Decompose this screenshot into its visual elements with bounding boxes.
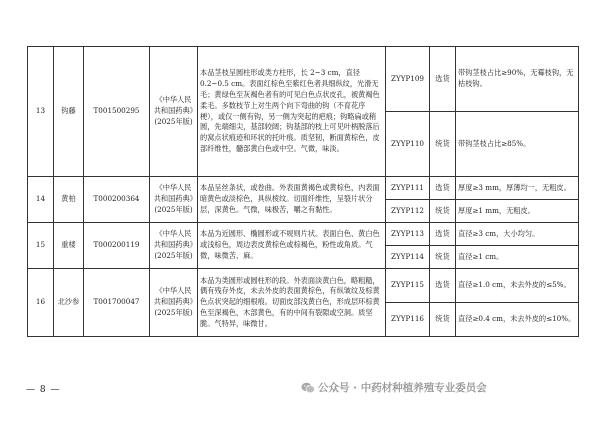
quality-standard: 《中华人民共和国药典》(2025年版) [150,47,198,177]
spec-code: ZYYP114 [386,246,430,269]
herb-name: 重楼 [54,223,84,269]
spec-requirement: 直径≥3 cm，大小均匀。 [456,223,579,246]
spec-grade: 统货 [430,246,456,269]
table-row [28,223,579,246]
table-row [28,177,579,200]
herb-code: T000200119 [84,223,150,269]
spec-code: ZYYP113 [386,223,430,246]
watermark [301,380,487,395]
spec-code: ZYYP109 [386,47,430,112]
herb-description: 本品呈丝条状，或卷曲。外表面黄褐色或黄棕色，内表面暗黄色或淡棕色，具纵棱纹。切面纤维性，呈裂片状分层，深黄色。气微，味极苦，嚼之有黏性。 [198,177,386,223]
herb-name: 黄柏 [54,177,84,223]
quality-standard: 《中华人民共和国药典》(2025年版) [150,177,198,223]
spec-requirement: 直径≥1.0 cm，未去外皮的≤5%。 [456,269,579,303]
product-spec-table [27,46,579,337]
watermark-text: 公众号 · 中药材种植养殖专业委员会 [318,382,487,394]
spec-requirement: 直径≥1 cm。 [456,246,579,269]
herb-code: T001700047 [84,269,150,337]
spec-code: ZYYP112 [386,200,430,223]
spec-code: ZYYP111 [386,177,430,200]
spec-requirement: 带钩茎枝占比≥85%。 [456,112,579,177]
spec-code: ZYYP116 [386,303,430,337]
spec-grade: 选货 [430,47,456,112]
spec-requirement: 厚度≥1 mm，无粗皮。 [456,200,579,223]
herb-description: 本品为近圆形、椭圆形或不规则片状。表面白色、黄白色或浅棕色，周边表皮黄棕色或棕褐色，粉性或角质。气微，味微苦、麻。 [198,223,386,269]
spec-code: ZYYP110 [386,112,430,177]
quality-standard: 《中华人民共和国药典》(2025年版) [150,269,198,337]
herb-description: 本品茎枝呈圆柱形或类方柱形，长 2~3 cm，直径 0.2~0.5 cm。表面红棕色至紫红色者具细纵纹，光滑无毛；黄绿色至灰褐色者有的可见白色点状皮孔，被黄褐色柔毛。多数枝节上对生两个向下弯曲的钩（不育花序梗），或仅一侧有钩，另一侧为突起的疤痕；钩略扁或稍圆，先端细尖，基部较阔；钩基部的枝上可见叶柄脱落后的窝点状痕迹和环状的托叶痕。质坚韧，断面黄棕色，皮部纤维性，髓部黄白色或中空。气微，味淡。 [198,47,386,177]
row-number: 16 [28,269,54,337]
quality-standard: 《中华人民共和国药典》(2025年版) [150,223,198,269]
row-number: 13 [28,47,54,177]
row-number: 15 [28,223,54,269]
spec-requirement: 厚度≥3 mm，厚薄均一，无粗皮。 [456,177,579,200]
spec-requirement: 直径≥0.4 cm，未去外皮的≤10%。 [456,303,579,337]
page-number: — 8 — [26,385,61,395]
herb-name: 北沙参 [54,269,84,337]
table-row [28,47,579,112]
spec-grade: 统货 [430,112,456,177]
spec-grade: 统货 [430,303,456,337]
herb-description: 本品为类圆形或圆柱形的段。外表面淡黄白色，略粗糙，偶有残存外皮，未去外皮的表面黄棕色，有纵皱纹及棕黄色点状突起的细根痕。切面皮部浅黄白色，形成层环棕黄色至深褐色，木部黄色，有的中间有裂隙或空洞。质坚脆。气特异，味微甘。 [198,269,386,337]
herb-code: T000200364 [84,177,150,223]
spec-grade: 选货 [430,269,456,303]
wechat-icon [301,382,315,394]
herb-code: T001500295 [84,47,150,177]
spec-grade: 选货 [430,177,456,200]
row-number: 14 [28,177,54,223]
spec-grade: 选货 [430,223,456,246]
spec-requirement: 带钩茎枝占比≥90%，无霉枝钩，无枯枝钩。 [456,47,579,112]
spec-grade: 统货 [430,200,456,223]
spec-code: ZYYP115 [386,269,430,303]
table-row [28,269,579,303]
herb-name: 钩藤 [54,47,84,177]
